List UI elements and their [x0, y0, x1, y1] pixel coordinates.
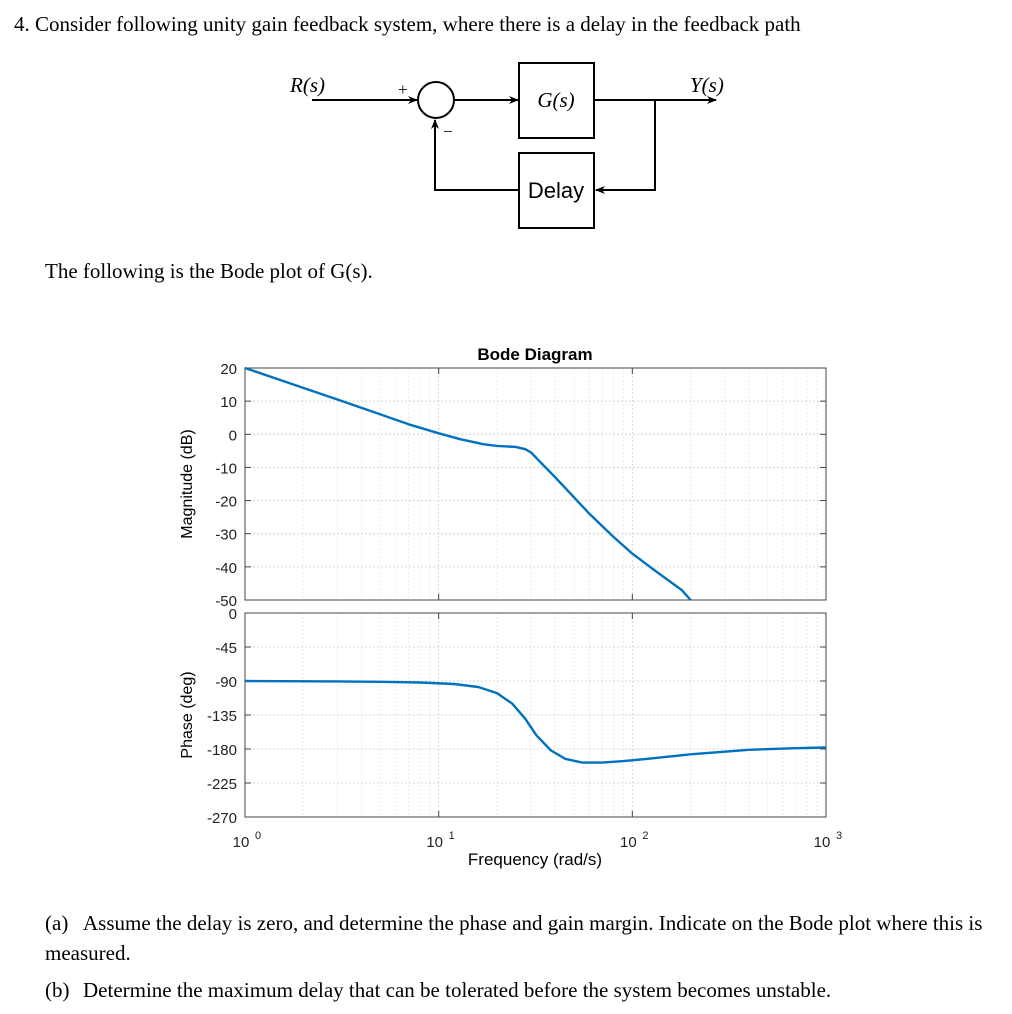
plus-sign: + [398, 80, 408, 99]
block-diagram [0, 50, 1012, 240]
magnitude-ytick-label: -30 [215, 526, 237, 544]
magnitude-frame [245, 368, 826, 600]
summing-junction [418, 82, 454, 118]
phase-ytick-label: -90 [215, 674, 237, 691]
part-b-label: (b) [45, 978, 70, 1002]
phase-ytick-label: 0 [228, 606, 237, 623]
part-b [45, 975, 995, 1005]
magnitude-ytick-label: 0 [228, 427, 237, 445]
part-a-label: (a) [45, 911, 69, 935]
phase-ytick-label: -225 [206, 776, 237, 793]
x-tick-label: 10 [426, 834, 444, 851]
magnitude-ytick-label: -50 [215, 593, 237, 610]
feedback-takeoff-line [596, 100, 655, 190]
question-statement [14, 12, 801, 37]
output-label: Y(s) [690, 73, 724, 97]
bode-lines [245, 368, 826, 763]
magnitude-ytick-label: -10 [215, 460, 237, 478]
magnitude-ytick-label: 10 [220, 394, 237, 412]
minus-sign: − [443, 122, 453, 141]
phase-ytick-label: -135 [206, 708, 237, 725]
part-a-text: Assume the delay is zero, and determine the phase and gain margin. Indicate on the Bode plot where this is measured. [45, 911, 983, 965]
x-tick-label: 10 [813, 834, 831, 851]
magnitude-ytick-label: -40 [215, 559, 237, 577]
input-label: R(s) [290, 73, 325, 97]
x-tick-exponent: 2 [642, 830, 649, 842]
phase-series-line [245, 681, 826, 763]
bode-plot [0, 330, 1012, 880]
phase-ylabel: Phase (deg) [179, 671, 196, 759]
x-tick-exponent: 1 [448, 830, 455, 842]
x-tick-label: 10 [232, 834, 250, 851]
bode-title: Bode Diagram [477, 345, 593, 364]
x-tick-label: 10 [619, 834, 637, 851]
part-a [45, 908, 995, 968]
part-b-text: Determine the maximum delay that can be tolerated before the system becomes unstable. [83, 978, 832, 1002]
plant-label: G(s) [537, 88, 575, 112]
phase-ytick-label: -180 [206, 742, 237, 759]
phase-ytick-label: -270 [206, 810, 237, 827]
magnitude-ytick-label: 20 [220, 361, 237, 378]
question-number: 4. [14, 12, 30, 36]
phase-ytick-label: -45 [215, 640, 237, 657]
magnitude-ytick-label: -20 [215, 493, 237, 511]
x-tick-exponent: 0 [255, 830, 262, 842]
magnitude-ylabel: Magnitude (dB) [179, 429, 196, 539]
question-text: Consider following unity gain feedback system, where there is a delay in the feedback path [35, 12, 801, 36]
x-axis-label: Frequency (rad/s) [467, 850, 603, 869]
x-tick-exponent: 3 [836, 830, 843, 842]
intro-text: The following is the Bode plot of G(s). [45, 259, 373, 283]
delay-label: Delay [527, 178, 585, 203]
